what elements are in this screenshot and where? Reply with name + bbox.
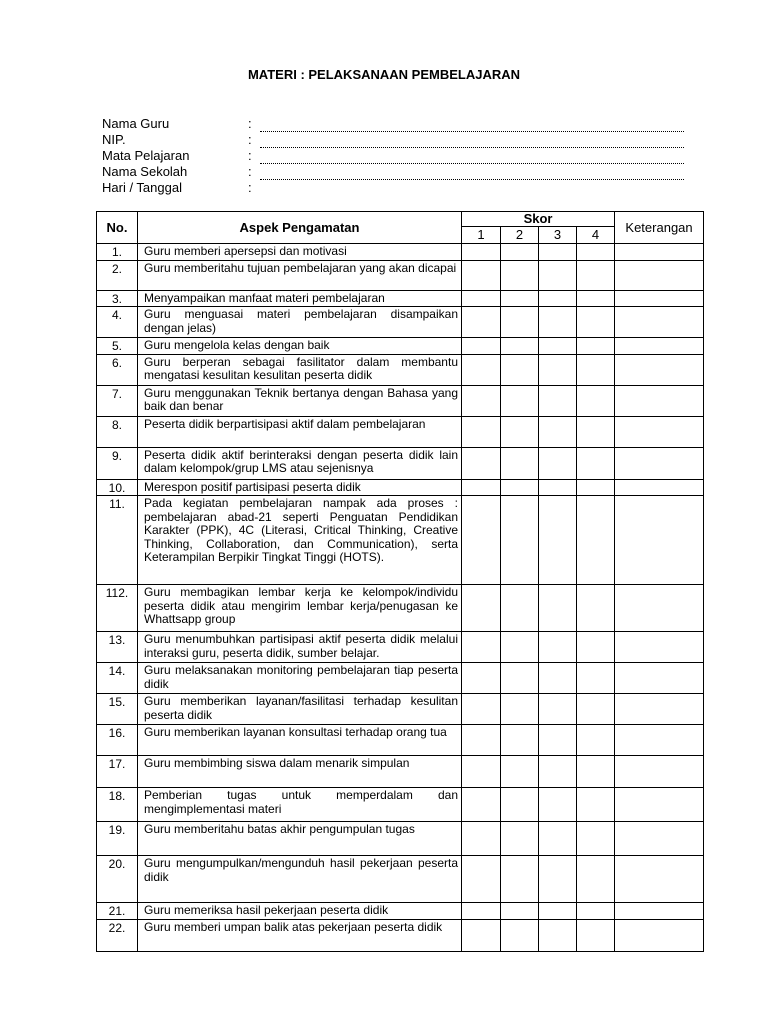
- header-score-2: 2: [501, 227, 539, 244]
- table-row: [97, 756, 704, 788]
- keterangan-cell[interactable]: [615, 919, 704, 951]
- score-cell-1[interactable]: [462, 663, 501, 694]
- score-cell-4[interactable]: [577, 354, 615, 385]
- keterangan-cell[interactable]: [615, 385, 704, 416]
- keterangan-cell[interactable]: [615, 694, 704, 725]
- identity-row: [102, 180, 684, 196]
- score-cell-2[interactable]: [501, 354, 539, 385]
- header-score-1: 1: [462, 227, 501, 244]
- score-cell-2[interactable]: [501, 338, 539, 355]
- identity-label: Nama Sekolah: [102, 164, 188, 179]
- row-aspect-text: Guru menguasai materi pembelajaran disampaikan dengan jelas): [138, 307, 462, 338]
- header-aspek: Aspek Pengamatan: [138, 212, 462, 244]
- identity-fill-line[interactable]: [260, 167, 684, 180]
- row-aspect-text: Peserta didik berpartisipasi aktif dalam pembelajaran: [138, 416, 462, 447]
- keterangan-cell[interactable]: [615, 725, 704, 756]
- score-cell-3[interactable]: [539, 496, 577, 585]
- identity-colon: :: [248, 116, 252, 131]
- table-row: [97, 856, 704, 903]
- row-aspect-text: Guru menggunakan Teknik bertanya dengan Bahasa yang baik dan benar: [138, 385, 462, 416]
- score-cell-3[interactable]: [539, 919, 577, 951]
- table-row: [97, 260, 704, 290]
- score-cell-1[interactable]: [462, 756, 501, 788]
- score-cell-2[interactable]: [501, 725, 539, 756]
- keterangan-cell[interactable]: [615, 244, 704, 261]
- keterangan-cell[interactable]: [615, 632, 704, 663]
- header-no: No.: [97, 212, 138, 244]
- identity-fill-line[interactable]: [260, 135, 684, 148]
- score-cell-3[interactable]: [539, 632, 577, 663]
- score-cell-4[interactable]: [577, 663, 615, 694]
- identity-colon: :: [248, 164, 252, 179]
- row-number: 9.: [97, 447, 138, 479]
- identity-fill-line[interactable]: [260, 151, 684, 164]
- row-number: 20.: [97, 856, 138, 903]
- identity-row: [102, 164, 684, 180]
- row-aspect-text: Pada kegiatan pembelajaran nampak ada proses : pembelajaran abad-21 seperti Penguatan Pendidikan Karakter (PPK), 4C (Literasi, Critical Thinking, Creative Thinking, Collaboration, dan Communication), serta Keterampilan Berpikir Tingkat Tinggi (HOTS).: [138, 496, 462, 585]
- score-cell-4[interactable]: [577, 307, 615, 338]
- row-number: 11.: [97, 496, 138, 585]
- score-cell-1[interactable]: [462, 903, 501, 920]
- keterangan-cell[interactable]: [615, 663, 704, 694]
- score-cell-2[interactable]: [501, 822, 539, 856]
- identity-label: Nama Guru: [102, 116, 170, 131]
- score-cell-4[interactable]: [577, 919, 615, 951]
- score-cell-4[interactable]: [577, 260, 615, 290]
- keterangan-cell[interactable]: [615, 290, 704, 307]
- row-aspect-text: Guru menumbuhkan partisipasi aktif peserta didik melalui interaksi guru, peserta didik, sumber belajar.: [138, 632, 462, 663]
- row-number: 6.: [97, 354, 138, 385]
- identity-label: Mata Pelajaran: [102, 148, 190, 163]
- score-cell-2[interactable]: [501, 479, 539, 496]
- table-row: [97, 585, 704, 632]
- keterangan-cell[interactable]: [615, 788, 704, 822]
- score-cell-2[interactable]: [501, 290, 539, 307]
- score-cell-1[interactable]: [462, 385, 501, 416]
- row-number: 3.: [97, 290, 138, 307]
- score-cell-3[interactable]: [539, 788, 577, 822]
- row-number: 7.: [97, 385, 138, 416]
- score-cell-1[interactable]: [462, 919, 501, 951]
- table-row: [97, 338, 704, 355]
- row-aspect-text: Guru melaksanakan monitoring pembelajaran tiap peserta didik: [138, 663, 462, 694]
- identity-label: Hari / Tanggal: [102, 180, 182, 195]
- score-cell-3[interactable]: [539, 290, 577, 307]
- score-cell-2[interactable]: [501, 244, 539, 261]
- score-cell-1[interactable]: [462, 856, 501, 903]
- score-cell-3[interactable]: [539, 903, 577, 920]
- identity-label: NIP.: [102, 132, 126, 147]
- identity-fill-line: [260, 184, 684, 196]
- score-cell-3[interactable]: [539, 244, 577, 261]
- score-cell-1[interactable]: [462, 307, 501, 338]
- score-cell-4[interactable]: [577, 632, 615, 663]
- score-cell-4[interactable]: [577, 585, 615, 632]
- table-row: [97, 822, 704, 856]
- table-row: [97, 694, 704, 725]
- score-cell-3[interactable]: [539, 307, 577, 338]
- table-row: [97, 479, 704, 496]
- row-number: 10.: [97, 479, 138, 496]
- score-cell-1[interactable]: [462, 788, 501, 822]
- score-cell-4[interactable]: [577, 479, 615, 496]
- observation-table: [96, 211, 704, 952]
- score-cell-3[interactable]: [539, 338, 577, 355]
- identity-fill-line[interactable]: [260, 119, 684, 132]
- score-cell-3[interactable]: [539, 694, 577, 725]
- score-cell-4[interactable]: [577, 856, 615, 903]
- row-number: 1.: [97, 244, 138, 261]
- keterangan-cell[interactable]: [615, 307, 704, 338]
- keterangan-cell[interactable]: [615, 338, 704, 355]
- row-aspect-text: Guru membimbing siswa dalam menarik simpulan: [138, 756, 462, 788]
- score-cell-1[interactable]: [462, 244, 501, 261]
- row-number: 4.: [97, 307, 138, 338]
- header-score-3: 3: [539, 227, 577, 244]
- score-cell-1[interactable]: [462, 725, 501, 756]
- table-row: [97, 903, 704, 920]
- score-cell-3[interactable]: [539, 822, 577, 856]
- score-cell-3[interactable]: [539, 447, 577, 479]
- score-cell-3[interactable]: [539, 725, 577, 756]
- score-cell-3[interactable]: [539, 756, 577, 788]
- score-cell-2[interactable]: [501, 496, 539, 585]
- table-row: [97, 290, 704, 307]
- row-number: 22.: [97, 919, 138, 951]
- score-cell-2[interactable]: [501, 385, 539, 416]
- score-cell-1[interactable]: [462, 694, 501, 725]
- score-cell-1[interactable]: [462, 416, 501, 447]
- table-row: [97, 725, 704, 756]
- keterangan-cell[interactable]: [615, 496, 704, 585]
- row-aspect-text: Guru memberi umpan balik atas pekerjaan peserta didik: [138, 919, 462, 951]
- score-cell-3[interactable]: [539, 354, 577, 385]
- score-cell-4[interactable]: [577, 822, 615, 856]
- score-cell-4[interactable]: [577, 756, 615, 788]
- row-aspect-text: Guru memberikan layanan konsultasi terhadap orang tua: [138, 725, 462, 756]
- score-cell-4[interactable]: [577, 244, 615, 261]
- keterangan-cell[interactable]: [615, 856, 704, 903]
- row-aspect-text: Merespon positif partisipasi peserta didik: [138, 479, 462, 496]
- row-aspect-text: Guru berperan sebagai fasilitator dalam membantu mengatasi kesulitan kesulitan peserta didik: [138, 354, 462, 385]
- identity-block: [102, 116, 684, 196]
- score-cell-1[interactable]: [462, 496, 501, 585]
- row-aspect-text: Guru memberi apersepsi dan motivasi: [138, 244, 462, 261]
- table-row: [97, 632, 704, 663]
- score-cell-4[interactable]: [577, 694, 615, 725]
- row-aspect-text: Guru mengumpulkan/mengunduh hasil pekerjaan peserta didik: [138, 856, 462, 903]
- table-row: [97, 496, 704, 585]
- identity-colon: :: [248, 180, 252, 195]
- header-score-4: 4: [577, 227, 615, 244]
- identity-colon: :: [248, 132, 252, 147]
- score-cell-2[interactable]: [501, 919, 539, 951]
- score-cell-2[interactable]: [501, 416, 539, 447]
- table-row: [97, 354, 704, 385]
- score-cell-1[interactable]: [462, 585, 501, 632]
- table-row: [97, 447, 704, 479]
- score-cell-1[interactable]: [462, 447, 501, 479]
- score-cell-4[interactable]: [577, 496, 615, 585]
- row-aspect-text: Guru memberitahu batas akhir pengumpulan tugas: [138, 822, 462, 856]
- identity-row: [102, 116, 684, 132]
- score-cell-1[interactable]: [462, 260, 501, 290]
- score-cell-2[interactable]: [501, 632, 539, 663]
- score-cell-2[interactable]: [501, 447, 539, 479]
- score-cell-1[interactable]: [462, 479, 501, 496]
- score-cell-1[interactable]: [462, 338, 501, 355]
- keterangan-cell[interactable]: [615, 354, 704, 385]
- keterangan-cell[interactable]: [615, 260, 704, 290]
- row-aspect-text: Guru mengelola kelas dengan baik: [138, 338, 462, 355]
- score-cell-1[interactable]: [462, 822, 501, 856]
- score-cell-4[interactable]: [577, 447, 615, 479]
- score-cell-4[interactable]: [577, 385, 615, 416]
- score-cell-2[interactable]: [501, 903, 539, 920]
- score-cell-2[interactable]: [501, 663, 539, 694]
- keterangan-cell[interactable]: [615, 756, 704, 788]
- score-cell-3[interactable]: [539, 856, 577, 903]
- row-aspect-text: Guru membagikan lembar kerja ke kelompok/individu peserta didik atau mengirim lembar kerja/penugasan ke Whattsapp group: [138, 585, 462, 632]
- keterangan-cell[interactable]: [615, 585, 704, 632]
- score-cell-2[interactable]: [501, 585, 539, 632]
- score-cell-4[interactable]: [577, 338, 615, 355]
- score-cell-3[interactable]: [539, 479, 577, 496]
- header-skor: Skor: [462, 212, 615, 227]
- row-aspect-text: Guru memberikan layanan/fasilitasi terhadap kesulitan peserta didik: [138, 694, 462, 725]
- row-number: 18.: [97, 788, 138, 822]
- row-number: 13.: [97, 632, 138, 663]
- score-cell-2[interactable]: [501, 694, 539, 725]
- row-aspect-text: Guru memeriksa hasil pekerjaan peserta didik: [138, 903, 462, 920]
- keterangan-cell[interactable]: [615, 416, 704, 447]
- table-row: [97, 385, 704, 416]
- row-number: 16.: [97, 725, 138, 756]
- score-cell-4[interactable]: [577, 290, 615, 307]
- table-row: [97, 307, 704, 338]
- row-number: 5.: [97, 338, 138, 355]
- score-cell-2[interactable]: [501, 756, 539, 788]
- score-cell-3[interactable]: [539, 385, 577, 416]
- row-aspect-text: Pemberian tugas untuk memperdalam dan mengimplementasi materi: [138, 788, 462, 822]
- row-aspect-text: Peserta didik aktif berinteraksi dengan peserta didik lain dalam kelompok/grup LMS atau sejenisnya: [138, 447, 462, 479]
- keterangan-cell[interactable]: [615, 447, 704, 479]
- score-cell-1[interactable]: [462, 290, 501, 307]
- score-cell-2[interactable]: [501, 788, 539, 822]
- score-cell-4[interactable]: [577, 903, 615, 920]
- score-cell-3[interactable]: [539, 663, 577, 694]
- score-cell-3[interactable]: [539, 260, 577, 290]
- score-cell-4[interactable]: [577, 788, 615, 822]
- table-row: [97, 416, 704, 447]
- row-number: 21.: [97, 903, 138, 920]
- document-title: MATERI : PELAKSANAAN PEMBELAJARAN: [247, 67, 521, 82]
- keterangan-cell[interactable]: [615, 903, 704, 920]
- score-cell-2[interactable]: [501, 307, 539, 338]
- score-cell-2[interactable]: [501, 260, 539, 290]
- row-number: 15.: [97, 694, 138, 725]
- row-number: 8.: [97, 416, 138, 447]
- table-row: [97, 244, 704, 261]
- table-row: [97, 663, 704, 694]
- score-cell-3[interactable]: [539, 585, 577, 632]
- row-number: 17.: [97, 756, 138, 788]
- keterangan-cell[interactable]: [615, 822, 704, 856]
- score-cell-1[interactable]: [462, 632, 501, 663]
- row-aspect-text: Menyampaikan manfaat materi pembelajaran: [138, 290, 462, 307]
- row-number: 14.: [97, 663, 138, 694]
- table-row: [97, 788, 704, 822]
- row-aspect-text: Guru memberitahu tujuan pembelajaran yang akan dicapai: [138, 260, 462, 290]
- score-cell-1[interactable]: [462, 354, 501, 385]
- identity-colon: :: [248, 148, 252, 163]
- score-cell-4[interactable]: [577, 725, 615, 756]
- score-cell-2[interactable]: [501, 856, 539, 903]
- keterangan-cell[interactable]: [615, 479, 704, 496]
- row-number: 112.: [97, 585, 138, 632]
- header-keterangan: Keterangan: [615, 212, 704, 244]
- score-cell-3[interactable]: [539, 416, 577, 447]
- identity-row: [102, 132, 684, 148]
- row-number: 2.: [97, 260, 138, 290]
- identity-row: [102, 148, 684, 164]
- table-row: [97, 919, 704, 951]
- row-number: 19.: [97, 822, 138, 856]
- score-cell-4[interactable]: [577, 416, 615, 447]
